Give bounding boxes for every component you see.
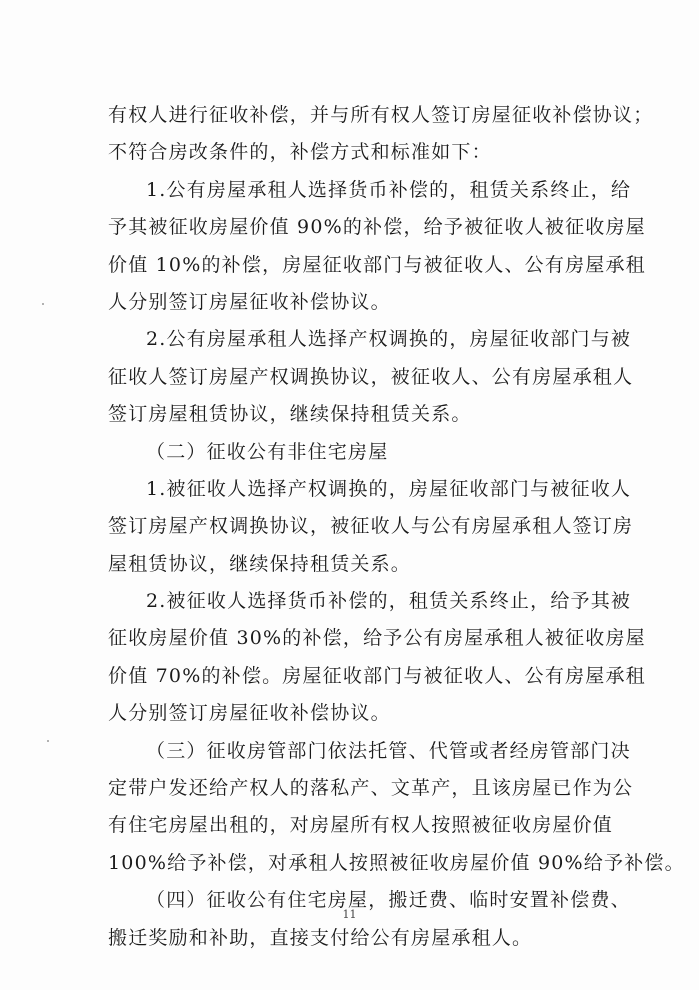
text-line: 人分别签订房屋征收补偿协议。 xyxy=(108,702,391,725)
text-line: 搬迁奖励和补助，直接支付给公有房屋承租人。 xyxy=(108,926,533,949)
text-line: 不符合房改条件的，补偿方式和标准如下： xyxy=(108,141,492,164)
section-heading: （二）征收公有非住宅房屋 xyxy=(146,440,389,463)
text-line: 人分别签订房屋征收补偿协议。 xyxy=(108,290,391,313)
text-line: 有住宅房屋出租的，对房屋所有权人按照被征收房屋价值 xyxy=(108,814,614,837)
scan-speck xyxy=(47,740,49,742)
body-text xyxy=(108,97,685,957)
text-line: 2.被征收人选择货币补偿的，租赁关系终止，给予其被 xyxy=(146,590,632,613)
text-line: 100%给予补偿，对承租人按照被征收房屋价值 90%给予补偿。 xyxy=(108,851,685,874)
page-number: 11 xyxy=(342,908,357,921)
text-line: 价值 70%的补偿。房屋征收部门与被征收人、公有房屋承租 xyxy=(108,664,646,687)
text-line: 2.公有房屋承租人选择产权调换的，房屋征收部门与被 xyxy=(146,328,632,351)
text-line: （三）征收房管部门依法托管、代管或者经房管部门决 xyxy=(146,739,631,762)
text-line: 价值 10%的补偿，房屋征收部门与被征收人、公有房屋承租 xyxy=(108,253,646,276)
text-line: 屋租赁协议，继续保持租赁关系。 xyxy=(108,552,412,575)
text-line: （四）征收公有住宅房屋，搬迁费、临时安置补偿费、 xyxy=(146,889,631,912)
text-line: 予其被征收房屋价值 90%的补偿，给予被征收人被征收房屋 xyxy=(108,216,646,239)
text-line: 征收人签订房屋产权调换协议，被征收人、公有房屋承租人 xyxy=(108,365,634,388)
text-line: 征收房屋价值 30%的补偿，给予公有房屋承租人被征收房屋 xyxy=(108,627,646,650)
text-line: 1.公有房屋承租人选择货币补偿的，租赁关系终止，给 xyxy=(146,178,632,201)
text-line: 签订房屋租赁协议，继续保持租赁关系。 xyxy=(108,403,472,426)
scan-speck xyxy=(42,303,44,305)
text-line: 签订房屋产权调换协议，被征收人与公有房屋承租人签订房 xyxy=(108,515,634,538)
text-line: 定带户发还给产权人的落私产、文革产，且该房屋已作为公 xyxy=(108,777,634,800)
text-line: 有权人进行征收补偿，并与所有权人签订房屋征收补偿协议； xyxy=(108,104,654,126)
text-line: 1.被征收人选择产权调换的，房屋征收部门与被征收人 xyxy=(146,477,632,500)
